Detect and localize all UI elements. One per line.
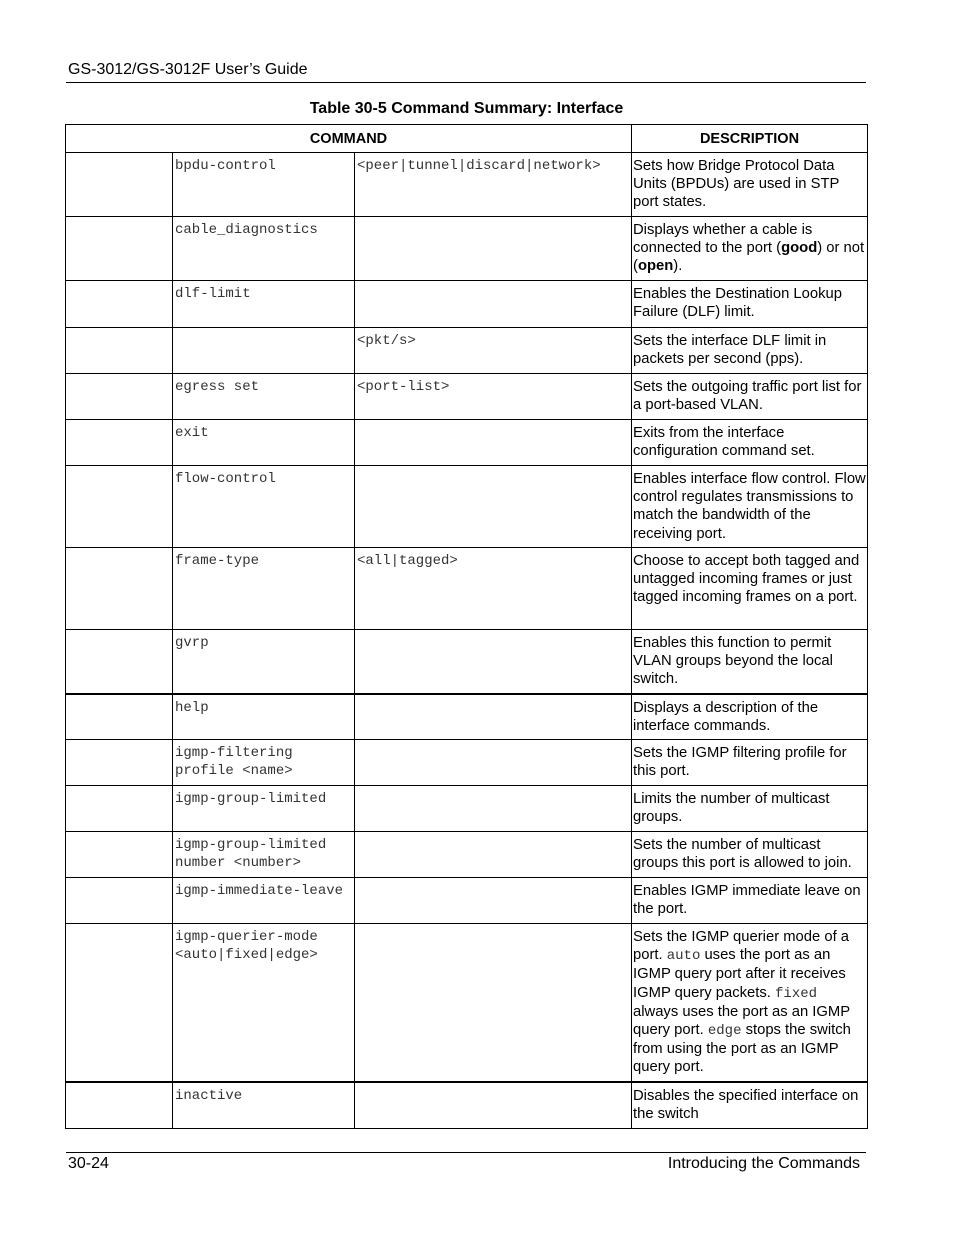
code-term: fixed bbox=[775, 985, 818, 1002]
description-cell bbox=[632, 374, 868, 420]
description-text: Enables the Destination Lookup Failure (DLF) limit. bbox=[633, 286, 842, 321]
command-cell: igmp-group-limited number <number> bbox=[173, 832, 355, 878]
description-cell bbox=[632, 217, 868, 281]
table-row bbox=[66, 466, 868, 548]
description-text: Sets the number of multicast groups this port is allowed to join. bbox=[633, 837, 852, 872]
table-row bbox=[66, 420, 868, 466]
description-cell bbox=[632, 786, 868, 832]
description-text: Sets the IGMP filtering profile for this port. bbox=[633, 745, 847, 780]
table-row bbox=[66, 217, 868, 281]
bold-term: open bbox=[637, 258, 674, 275]
table-row bbox=[66, 1082, 868, 1129]
command-cell: flow-control bbox=[173, 466, 355, 548]
table-caption: Table 30-5 Command Summary: Interface bbox=[309, 100, 624, 117]
table-row bbox=[66, 924, 868, 1082]
argument-cell: <port-list> bbox=[355, 374, 632, 420]
description-text: Enables interface flow control. Flow control regulates transmissions to match the bandwidth of the receiving port. bbox=[633, 471, 866, 542]
description-cell bbox=[632, 694, 868, 740]
indent-cell bbox=[66, 466, 173, 548]
argument-cell bbox=[355, 924, 632, 1082]
description-cell bbox=[632, 420, 868, 466]
table-row bbox=[66, 832, 868, 878]
guide-title: GS-3012/GS-3012F User’s Guide bbox=[68, 61, 308, 78]
section-title: Introducing the Commands bbox=[667, 1155, 860, 1172]
indent-cell bbox=[66, 1082, 173, 1129]
table-row bbox=[66, 786, 868, 832]
page-footer bbox=[66, 1152, 866, 1177]
table-row bbox=[66, 878, 868, 924]
indent-cell bbox=[66, 217, 173, 281]
description-cell bbox=[632, 740, 868, 786]
indent-cell bbox=[66, 924, 173, 1082]
description-cell bbox=[632, 548, 868, 630]
description-text: Enables this function to permit VLAN groups beyond the local switch. bbox=[633, 635, 833, 688]
command-cell: igmp-group-limited bbox=[173, 786, 355, 832]
indent-cell bbox=[66, 630, 173, 694]
description-text: Limits the number of multicast groups. bbox=[633, 791, 830, 826]
indent-cell bbox=[66, 786, 173, 832]
command-cell: dlf-limit bbox=[173, 281, 355, 328]
description-cell bbox=[632, 630, 868, 694]
argument-cell bbox=[355, 420, 632, 466]
argument-cell bbox=[355, 217, 632, 281]
command-cell: igmp-querier-mode <auto|fixed|edge> bbox=[173, 924, 355, 1082]
description-cell bbox=[632, 466, 868, 548]
description-text: Enables IGMP immediate leave on the port. bbox=[633, 883, 861, 918]
indent-cell bbox=[66, 374, 173, 420]
description-text: Sets the outgoing traffic port list for a port-based VLAN. bbox=[633, 379, 862, 414]
command-cell: inactive bbox=[173, 1082, 355, 1129]
table-row bbox=[66, 740, 868, 786]
table-row bbox=[66, 548, 868, 630]
column-header-command: COMMAND bbox=[66, 125, 632, 153]
description-text: Choose to accept both tagged and untagged incoming frames or just tagged incoming frames on a port. bbox=[633, 553, 860, 606]
argument-cell: <pkt/s> bbox=[355, 328, 632, 374]
code-term: edge bbox=[707, 1023, 742, 1040]
description-text: Displays a description of the interface commands. bbox=[633, 699, 819, 734]
description-text: Sets the interface DLF limit in packets per second (pps). bbox=[633, 333, 827, 368]
description-cell bbox=[632, 832, 868, 878]
code-term: auto bbox=[666, 948, 701, 965]
indent-cell bbox=[66, 281, 173, 328]
argument-cell bbox=[355, 466, 632, 548]
description-text: ). bbox=[673, 258, 683, 275]
indent-cell bbox=[66, 832, 173, 878]
table-header-row bbox=[66, 125, 868, 153]
description-cell bbox=[632, 1082, 868, 1129]
command-cell: gvrp bbox=[173, 630, 355, 694]
argument-cell bbox=[355, 281, 632, 328]
table-row bbox=[66, 281, 868, 328]
description-text: Sets how Bridge Protocol Data Units (BPDUs) are used in STP port states. bbox=[633, 158, 840, 211]
command-summary-table bbox=[65, 124, 868, 1129]
argument-cell bbox=[355, 832, 632, 878]
argument-cell: <peer|tunnel|discard|network> bbox=[355, 153, 632, 217]
indent-cell bbox=[66, 328, 173, 374]
command-cell: egress set bbox=[173, 374, 355, 420]
argument-cell: <all|tagged> bbox=[355, 548, 632, 630]
description-cell bbox=[632, 924, 868, 1082]
indent-cell bbox=[66, 153, 173, 217]
command-cell: cable_diagnostics bbox=[173, 217, 355, 281]
command-cell: igmp-filtering profile <name> bbox=[173, 740, 355, 786]
argument-cell bbox=[355, 786, 632, 832]
indent-cell bbox=[66, 548, 173, 630]
page-number: 30-24 bbox=[68, 1155, 109, 1172]
table-row bbox=[66, 328, 868, 374]
indent-cell bbox=[66, 694, 173, 740]
argument-cell bbox=[355, 630, 632, 694]
description-text: Disables the specified interface on the switch bbox=[633, 1087, 859, 1122]
command-cell: bpdu-control bbox=[173, 153, 355, 217]
argument-cell bbox=[355, 1082, 632, 1129]
command-cell: frame-type bbox=[173, 548, 355, 630]
table-row bbox=[66, 153, 868, 217]
description-cell bbox=[632, 328, 868, 374]
description-cell bbox=[632, 281, 868, 328]
description-cell bbox=[632, 878, 868, 924]
command-cell bbox=[173, 328, 355, 374]
description-text: Displays whether a cable is connected to the port ( bbox=[633, 222, 813, 257]
argument-cell bbox=[355, 878, 632, 924]
table-row bbox=[66, 630, 868, 694]
indent-cell bbox=[66, 878, 173, 924]
description-text: uses the port as an IGMP query port after it receives IGMP query packets. bbox=[633, 947, 846, 1001]
column-header-description: DESCRIPTION bbox=[632, 125, 868, 153]
command-cell: exit bbox=[173, 420, 355, 466]
page-header bbox=[66, 60, 866, 83]
command-cell: help bbox=[173, 694, 355, 740]
argument-cell bbox=[355, 740, 632, 786]
description-cell bbox=[632, 153, 868, 217]
description-text: Sets the IGMP querier mode of a port. bbox=[633, 929, 850, 964]
description-text: always uses the port as an IGMP query port. bbox=[633, 1003, 850, 1039]
table-body bbox=[66, 153, 868, 1129]
argument-cell bbox=[355, 694, 632, 740]
table-row bbox=[66, 374, 868, 420]
indent-cell bbox=[66, 740, 173, 786]
description-text: stops the switch from using the port as an IGMP query port. bbox=[633, 1022, 851, 1076]
description-text: Exits from the interface configuration command set. bbox=[633, 425, 815, 460]
command-cell: igmp-immediate-leave bbox=[173, 878, 355, 924]
table-row bbox=[66, 694, 868, 740]
bold-term: good bbox=[781, 240, 818, 257]
description-text: ) or not ( bbox=[633, 240, 865, 275]
indent-cell bbox=[66, 420, 173, 466]
